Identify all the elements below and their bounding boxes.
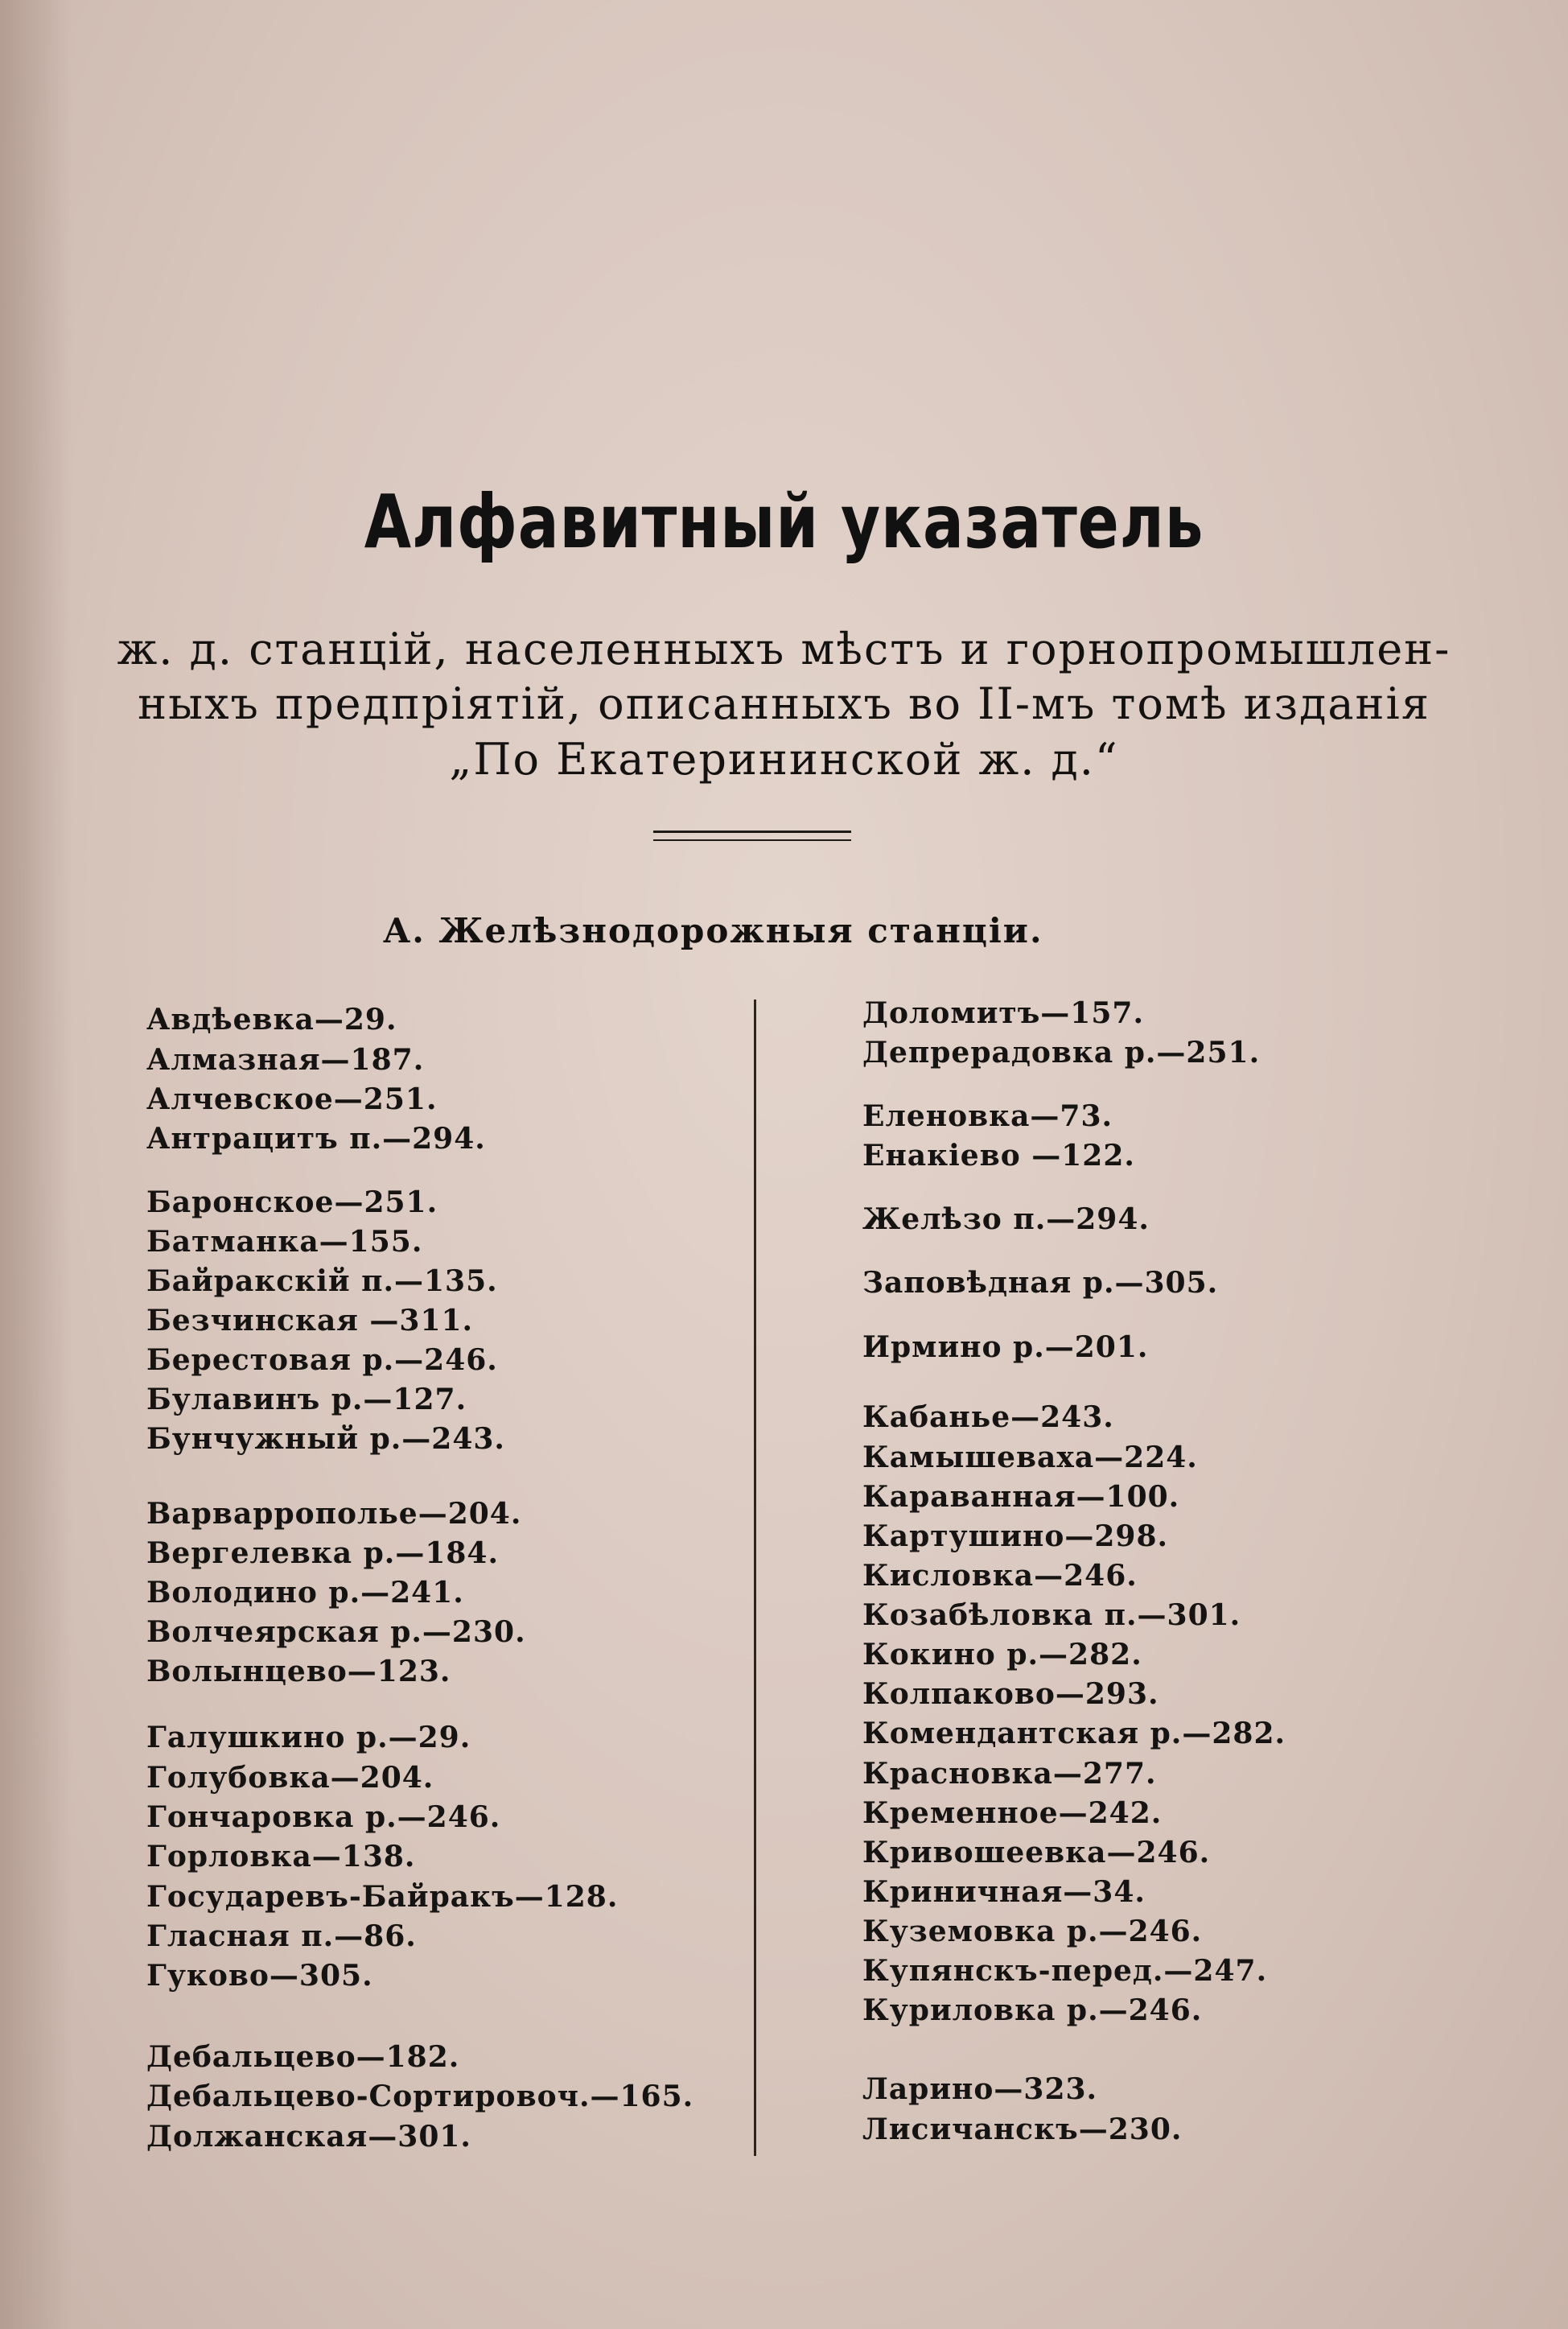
double-rule-bottom bbox=[653, 839, 851, 841]
index-entry: Гуково—305. bbox=[146, 1959, 373, 1993]
index-entry: Криничная—34. bbox=[862, 1875, 1146, 1909]
index-entry: Авдѣевка—29. bbox=[146, 1003, 397, 1037]
index-entry: Гласная п.—86. bbox=[146, 1919, 417, 1953]
index-entry: Антрацитъ п.—294. bbox=[146, 1122, 486, 1156]
page-title: Алфавитный указатель bbox=[364, 479, 1204, 565]
index-entry: Комендантская р.—282. bbox=[862, 1717, 1286, 1750]
index-entry: Еленовка—73. bbox=[862, 1099, 1113, 1133]
index-entry: Колпаково—293. bbox=[862, 1677, 1159, 1711]
index-entry: Дебальцево—182. bbox=[146, 2040, 460, 2074]
index-entry: Дебальцево-Сортировоч.—165. bbox=[146, 2080, 694, 2113]
index-entry: Волынцево—123. bbox=[146, 1655, 451, 1688]
index-entry: Булавинъ р.—127. bbox=[146, 1383, 467, 1416]
index-entry: Кокино р.—282. bbox=[862, 1638, 1142, 1672]
index-entry: Галушкино р.—29. bbox=[146, 1721, 471, 1754]
index-entry: Берестовая р.—246. bbox=[146, 1343, 498, 1377]
index-entry: Безчинская —311. bbox=[146, 1304, 474, 1338]
index-entry: Горловка—138. bbox=[146, 1840, 416, 1874]
index-entry: Государевъ-Байракъ—128. bbox=[146, 1880, 619, 1914]
index-entry: Енакіево —122. bbox=[862, 1139, 1135, 1173]
index-entry: Кременное—242. bbox=[862, 1796, 1163, 1830]
page-edge-shadow bbox=[0, 0, 72, 2329]
index-entry: Бунчужный р.—243. bbox=[146, 1422, 505, 1456]
index-entry: Куземовка р.—246. bbox=[862, 1915, 1203, 1948]
index-entry: Караванная—100. bbox=[862, 1480, 1180, 1514]
index-entry: Волчеярская р.—230. bbox=[146, 1615, 526, 1649]
index-entry: Ларино—323. bbox=[862, 2072, 1098, 2106]
index-entry: Камышеваха—224. bbox=[862, 1441, 1198, 1474]
index-entry: Заповѣдная р.—305. bbox=[862, 1266, 1219, 1300]
index-entry: Доломитъ—157. bbox=[862, 996, 1144, 1030]
index-entry: Алмазная—187. bbox=[146, 1043, 425, 1077]
index-entry: Баронское—251. bbox=[146, 1185, 438, 1219]
index-entry: Лисичанскъ—230. bbox=[862, 2113, 1183, 2146]
index-entry: Ирмино р.—201. bbox=[862, 1330, 1149, 1364]
index-entry: Должанская—301. bbox=[146, 2120, 471, 2154]
section-heading: А. Желѣзнодорожныя станціи. bbox=[383, 911, 1043, 950]
index-entry: Желѣзо п.—294. bbox=[862, 1202, 1150, 1236]
column-divider bbox=[754, 1000, 756, 2156]
index-entry: Байракскій п.—135. bbox=[146, 1264, 498, 1298]
index-entry: Алчевское—251. bbox=[146, 1082, 438, 1116]
index-entry: Володино р.—241. bbox=[146, 1576, 464, 1610]
subtitle-line-1: ж. д. станцій, населенныхъ мѣстъ и горнопромышлен- bbox=[117, 624, 1451, 674]
subtitle-line-3: „По Екатерининской ж. д.“ bbox=[449, 734, 1119, 785]
index-entry: Батманка—155. bbox=[146, 1225, 423, 1259]
index-entry: Купянскъ-перед.—247. bbox=[862, 1954, 1268, 1988]
index-entry: Голубовка—204. bbox=[146, 1761, 434, 1795]
index-entry: Красновка—277. bbox=[862, 1757, 1157, 1791]
index-entry: Депрерадовка р.—251. bbox=[862, 1036, 1261, 1070]
index-entry: Кисловка—246. bbox=[862, 1559, 1138, 1593]
index-entry: Картушино—298. bbox=[862, 1519, 1169, 1553]
index-entry: Вергелевка р.—184. bbox=[146, 1536, 500, 1570]
index-entry: Кабанье—243. bbox=[862, 1400, 1114, 1434]
index-entry: Козабѣловка п.—301. bbox=[862, 1598, 1241, 1632]
index-entry: Гончаровка р.—246. bbox=[146, 1800, 501, 1834]
subtitle-line-2: ныхъ предпріятій, описанныхъ во II-мъ томѣ изданія bbox=[138, 678, 1430, 729]
index-entry: Кривошеевка—246. bbox=[862, 1836, 1211, 1869]
index-entry: Варваррополье—204. bbox=[146, 1497, 522, 1531]
index-entry: Куриловка р.—246. bbox=[862, 1993, 1203, 2027]
double-rule-top bbox=[653, 831, 851, 833]
